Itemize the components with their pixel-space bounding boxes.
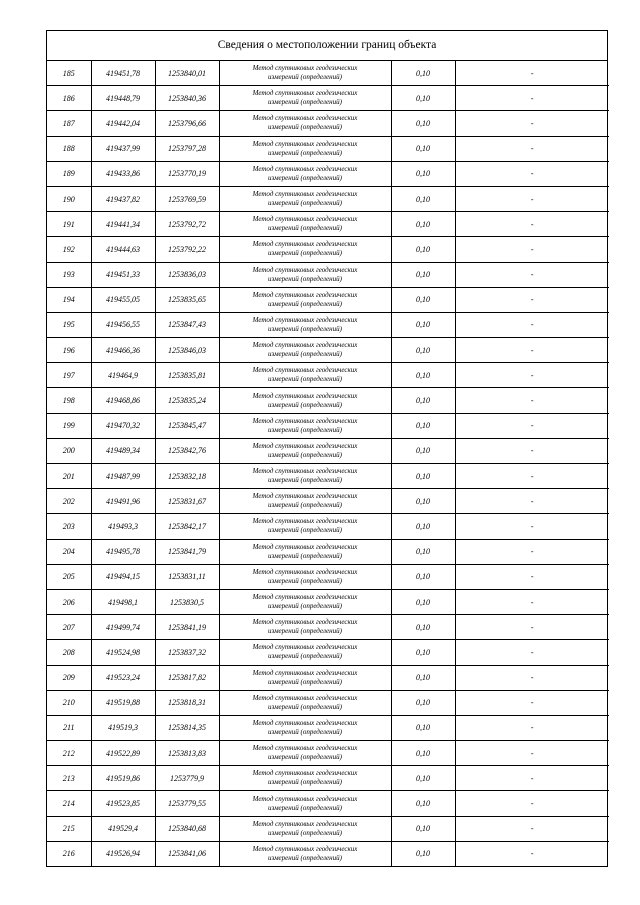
table-row (47, 640, 609, 665)
table-row (47, 161, 609, 186)
x-coordinate-cell: 419441,34 (91, 212, 155, 237)
precision-cell: 0,10 (391, 715, 455, 740)
point-number-cell: 204 (47, 539, 91, 564)
point-number-cell: 202 (47, 489, 91, 514)
y-coordinate-cell: 1253779,55 (155, 791, 219, 816)
method-line-2: измерений (определений) (268, 73, 342, 82)
description-cell: - (455, 186, 609, 211)
y-coordinate-cell: 1253841,19 (155, 615, 219, 640)
table-row (47, 690, 609, 715)
method-line-2: измерений (определений) (268, 803, 342, 812)
precision-cell: 0,10 (391, 413, 455, 438)
description-cell: - (455, 136, 609, 161)
table-row (47, 841, 609, 866)
precision-cell: 0,10 (391, 287, 455, 312)
method-line-2: измерений (определений) (268, 551, 342, 560)
x-coordinate-cell: 419523,85 (91, 791, 155, 816)
method-cell (219, 791, 391, 816)
point-number-cell: 188 (47, 136, 91, 161)
y-coordinate-cell: 1253841,79 (155, 539, 219, 564)
precision-cell: 0,10 (391, 741, 455, 766)
x-coordinate-cell: 419494,15 (91, 564, 155, 589)
description-cell: - (455, 615, 609, 640)
description-cell: - (455, 312, 609, 337)
method-line-2: измерений (определений) (268, 173, 342, 182)
method-line-2: измерений (определений) (268, 375, 342, 384)
method-line-1: Метод спутниковых геодезических (252, 769, 358, 778)
method-line-1: Метод спутниковых геодезических (252, 139, 358, 148)
y-coordinate-cell: 1253797,28 (155, 136, 219, 161)
table-row (47, 111, 609, 136)
precision-cell: 0,10 (391, 841, 455, 866)
point-number-cell: 186 (47, 86, 91, 111)
y-coordinate-cell: 1253796,66 (155, 111, 219, 136)
description-cell: - (455, 111, 609, 136)
method-line-2: измерений (определений) (268, 425, 342, 434)
x-coordinate-cell: 419487,99 (91, 464, 155, 489)
method-line-2: измерений (определений) (268, 450, 342, 459)
precision-cell: 0,10 (391, 514, 455, 539)
description-cell: - (455, 640, 609, 665)
table-row (47, 589, 609, 614)
method-line-2: измерений (определений) (268, 677, 342, 686)
method-line-1: Метод спутниковых геодезических (252, 114, 358, 123)
description-cell: - (455, 741, 609, 766)
precision-cell: 0,10 (391, 816, 455, 841)
point-number-cell: 185 (47, 61, 91, 86)
precision-cell: 0,10 (391, 640, 455, 665)
x-coordinate-cell: 419526,94 (91, 841, 155, 866)
method-cell (219, 262, 391, 287)
x-coordinate-cell: 419523,24 (91, 665, 155, 690)
table-row (47, 86, 609, 111)
method-cell (219, 61, 391, 86)
description-cell: - (455, 690, 609, 715)
point-number-cell: 210 (47, 690, 91, 715)
method-line-2: измерений (определений) (268, 123, 342, 132)
description-cell: - (455, 841, 609, 866)
table-row (47, 539, 609, 564)
method-line-1: Метод спутниковых геодезических (252, 467, 358, 476)
table-row (47, 237, 609, 262)
point-number-cell: 209 (47, 665, 91, 690)
description-cell: - (455, 715, 609, 740)
method-cell (219, 111, 391, 136)
precision-cell: 0,10 (391, 312, 455, 337)
precision-cell: 0,10 (391, 615, 455, 640)
x-coordinate-cell: 419519,86 (91, 766, 155, 791)
description-cell: - (455, 338, 609, 363)
description-cell: - (455, 413, 609, 438)
point-number-cell: 205 (47, 564, 91, 589)
x-coordinate-cell: 419448,79 (91, 86, 155, 111)
x-coordinate-cell: 419451,78 (91, 61, 155, 86)
precision-cell: 0,10 (391, 262, 455, 287)
method-line-1: Метод спутниковых геодезических (252, 693, 358, 702)
precision-cell: 0,10 (391, 438, 455, 463)
point-number-cell: 195 (47, 312, 91, 337)
y-coordinate-cell: 1253770,19 (155, 161, 219, 186)
point-number-cell: 212 (47, 741, 91, 766)
method-line-1: Метод спутниковых геодезических (252, 164, 358, 173)
table-row (47, 741, 609, 766)
method-line-2: измерений (определений) (268, 274, 342, 283)
y-coordinate-cell: 1253792,22 (155, 237, 219, 262)
point-number-cell: 190 (47, 186, 91, 211)
y-coordinate-cell: 1253818,31 (155, 690, 219, 715)
description-cell: - (455, 438, 609, 463)
method-line-1: Метод спутниковых геодезических (252, 668, 358, 677)
description-cell: - (455, 539, 609, 564)
method-line-2: измерений (определений) (268, 249, 342, 258)
description-cell: - (455, 791, 609, 816)
x-coordinate-cell: 419491,96 (91, 489, 155, 514)
method-cell (219, 86, 391, 111)
y-coordinate-cell: 1253830,5 (155, 589, 219, 614)
table-row (47, 791, 609, 816)
table-row (47, 489, 609, 514)
table-row (47, 312, 609, 337)
point-number-cell: 203 (47, 514, 91, 539)
y-coordinate-cell: 1253792,72 (155, 212, 219, 237)
y-coordinate-cell: 1253769,59 (155, 186, 219, 211)
y-coordinate-cell: 1253813,83 (155, 741, 219, 766)
precision-cell: 0,10 (391, 363, 455, 388)
method-line-2: измерений (определений) (268, 501, 342, 510)
table-row (47, 338, 609, 363)
point-number-cell: 193 (47, 262, 91, 287)
y-coordinate-cell: 1253835,24 (155, 388, 219, 413)
method-cell (219, 161, 391, 186)
description-cell: - (455, 589, 609, 614)
method-line-2: измерений (определений) (268, 778, 342, 787)
x-coordinate-cell: 419529,4 (91, 816, 155, 841)
method-line-2: измерений (определений) (268, 299, 342, 308)
y-coordinate-cell: 1253840,68 (155, 816, 219, 841)
precision-cell: 0,10 (391, 338, 455, 363)
y-coordinate-cell: 1253841,06 (155, 841, 219, 866)
y-coordinate-cell: 1253837,32 (155, 640, 219, 665)
method-line-2: измерений (определений) (268, 727, 342, 736)
method-cell (219, 338, 391, 363)
y-coordinate-cell: 1253835,65 (155, 287, 219, 312)
table-row (47, 715, 609, 740)
point-number-cell: 215 (47, 816, 91, 841)
point-number-cell: 196 (47, 338, 91, 363)
method-line-1: Метод спутниковых геодезических (252, 593, 358, 602)
point-number-cell: 208 (47, 640, 91, 665)
method-cell (219, 564, 391, 589)
x-coordinate-cell: 419489,34 (91, 438, 155, 463)
table-row (47, 816, 609, 841)
point-number-cell: 187 (47, 111, 91, 136)
table-row (47, 438, 609, 463)
method-line-1: Метод спутниковых геодезических (252, 190, 358, 199)
method-cell (219, 388, 391, 413)
description-cell: - (455, 564, 609, 589)
method-line-1: Метод спутниковых геодезических (252, 315, 358, 324)
table-row (47, 413, 609, 438)
table-title: Сведения о местоположении границ объекта (47, 31, 607, 61)
method-cell (219, 589, 391, 614)
point-number-cell: 206 (47, 589, 91, 614)
y-coordinate-cell: 1253842,76 (155, 438, 219, 463)
precision-cell: 0,10 (391, 791, 455, 816)
x-coordinate-cell: 419498,1 (91, 589, 155, 614)
y-coordinate-cell: 1253840,36 (155, 86, 219, 111)
method-line-1: Метод спутниковых геодезических (252, 215, 358, 224)
table-row (47, 615, 609, 640)
x-coordinate-cell: 419499,74 (91, 615, 155, 640)
document-sheet (46, 30, 608, 867)
method-line-1: Метод спутниковых геодезических (252, 265, 358, 274)
x-coordinate-cell: 419433,86 (91, 161, 155, 186)
method-cell (219, 715, 391, 740)
description-cell: - (455, 287, 609, 312)
description-cell: - (455, 816, 609, 841)
method-line-2: измерений (определений) (268, 98, 342, 107)
table-row (47, 61, 609, 86)
description-cell: - (455, 489, 609, 514)
method-line-2: измерений (определений) (268, 199, 342, 208)
y-coordinate-cell: 1253779,9 (155, 766, 219, 791)
method-line-1: Метод спутниковых геодезических (252, 240, 358, 249)
method-line-1: Метод спутниковых геодезических (252, 366, 358, 375)
method-cell (219, 363, 391, 388)
method-line-2: измерений (определений) (268, 652, 342, 661)
precision-cell: 0,10 (391, 464, 455, 489)
point-number-cell: 214 (47, 791, 91, 816)
method-cell (219, 287, 391, 312)
precision-cell: 0,10 (391, 564, 455, 589)
x-coordinate-cell: 419466,36 (91, 338, 155, 363)
x-coordinate-cell: 419437,82 (91, 186, 155, 211)
precision-cell: 0,10 (391, 589, 455, 614)
x-coordinate-cell: 419519,88 (91, 690, 155, 715)
point-number-cell: 201 (47, 464, 91, 489)
method-cell (219, 237, 391, 262)
method-line-1: Метод спутниковых геодезических (252, 89, 358, 98)
method-cell (219, 841, 391, 866)
method-line-2: измерений (определений) (268, 828, 342, 837)
description-cell: - (455, 262, 609, 287)
precision-cell: 0,10 (391, 237, 455, 262)
point-number-cell: 197 (47, 363, 91, 388)
method-line-1: Метод спутниковых геодезических (252, 64, 358, 73)
point-number-cell: 213 (47, 766, 91, 791)
method-line-1: Метод спутниковых геодезических (252, 290, 358, 299)
method-line-1: Метод спутниковых геодезических (252, 643, 358, 652)
method-cell (219, 413, 391, 438)
method-line-1: Метод спутниковых геодезических (252, 416, 358, 425)
precision-cell: 0,10 (391, 86, 455, 111)
method-line-1: Метод спутниковых геодезических (252, 542, 358, 551)
method-line-1: Метод спутниковых геодезических (252, 794, 358, 803)
method-line-1: Метод спутниковых геодезических (252, 517, 358, 526)
table-row (47, 186, 609, 211)
y-coordinate-cell: 1253836,03 (155, 262, 219, 287)
method-line-2: измерений (определений) (268, 753, 342, 762)
description-cell: - (455, 86, 609, 111)
precision-cell: 0,10 (391, 690, 455, 715)
method-line-1: Метод спутниковых геодезических (252, 618, 358, 627)
x-coordinate-cell: 419468,86 (91, 388, 155, 413)
table-row (47, 464, 609, 489)
table-row (47, 363, 609, 388)
y-coordinate-cell: 1253845,47 (155, 413, 219, 438)
precision-cell: 0,10 (391, 212, 455, 237)
precision-cell: 0,10 (391, 489, 455, 514)
point-number-cell: 211 (47, 715, 91, 740)
point-number-cell: 199 (47, 413, 91, 438)
x-coordinate-cell: 419522,89 (91, 741, 155, 766)
y-coordinate-cell: 1253842,17 (155, 514, 219, 539)
x-coordinate-cell: 419455,05 (91, 287, 155, 312)
description-cell: - (455, 514, 609, 539)
description-cell: - (455, 212, 609, 237)
x-coordinate-cell: 419444,63 (91, 237, 155, 262)
y-coordinate-cell: 1253847,43 (155, 312, 219, 337)
boundary-points-table (47, 61, 609, 866)
method-line-2: измерений (определений) (268, 576, 342, 585)
method-line-2: измерений (определений) (268, 853, 342, 862)
y-coordinate-cell: 1253831,67 (155, 489, 219, 514)
y-coordinate-cell: 1253846,03 (155, 338, 219, 363)
table-row (47, 212, 609, 237)
description-cell: - (455, 388, 609, 413)
method-cell (219, 212, 391, 237)
method-cell (219, 640, 391, 665)
table-row (47, 665, 609, 690)
method-line-2: измерений (определений) (268, 702, 342, 711)
point-number-cell: 191 (47, 212, 91, 237)
x-coordinate-cell: 419464,9 (91, 363, 155, 388)
point-number-cell: 216 (47, 841, 91, 866)
method-line-2: измерений (определений) (268, 350, 342, 359)
description-cell: - (455, 237, 609, 262)
y-coordinate-cell: 1253832,18 (155, 464, 219, 489)
method-line-1: Метод спутниковых геодезических (252, 819, 358, 828)
table-row (47, 136, 609, 161)
y-coordinate-cell: 1253817,82 (155, 665, 219, 690)
method-line-1: Метод спутниковых геодезических (252, 567, 358, 576)
table-row (47, 564, 609, 589)
method-line-1: Метод спутниковых геодезических (252, 341, 358, 350)
precision-cell: 0,10 (391, 186, 455, 211)
point-number-cell: 192 (47, 237, 91, 262)
precision-cell: 0,10 (391, 136, 455, 161)
method-cell (219, 186, 391, 211)
x-coordinate-cell: 419456,55 (91, 312, 155, 337)
method-line-1: Метод спутниковых геодезических (252, 844, 358, 853)
method-line-2: измерений (определений) (268, 602, 342, 611)
method-line-1: Метод спутниковых геодезических (252, 718, 358, 727)
method-line-2: измерений (определений) (268, 627, 342, 636)
method-cell (219, 312, 391, 337)
method-line-2: измерений (определений) (268, 476, 342, 485)
y-coordinate-cell: 1253835,81 (155, 363, 219, 388)
description-cell: - (455, 766, 609, 791)
method-line-1: Метод спутниковых геодезических (252, 492, 358, 501)
table-row (47, 766, 609, 791)
method-cell (219, 514, 391, 539)
point-number-cell: 194 (47, 287, 91, 312)
precision-cell: 0,10 (391, 766, 455, 791)
method-cell (219, 136, 391, 161)
table-body (47, 61, 609, 866)
method-cell (219, 690, 391, 715)
method-cell (219, 816, 391, 841)
description-cell: - (455, 665, 609, 690)
x-coordinate-cell: 419495,78 (91, 539, 155, 564)
table-row (47, 262, 609, 287)
y-coordinate-cell: 1253840,01 (155, 61, 219, 86)
method-cell (219, 741, 391, 766)
x-coordinate-cell: 419524,98 (91, 640, 155, 665)
method-line-1: Метод спутниковых геодезических (252, 441, 358, 450)
x-coordinate-cell: 419470,32 (91, 413, 155, 438)
y-coordinate-cell: 1253814,35 (155, 715, 219, 740)
description-cell: - (455, 464, 609, 489)
description-cell: - (455, 61, 609, 86)
method-line-2: измерений (определений) (268, 224, 342, 233)
description-cell: - (455, 363, 609, 388)
table-row (47, 388, 609, 413)
description-cell: - (455, 161, 609, 186)
precision-cell: 0,10 (391, 539, 455, 564)
point-number-cell: 198 (47, 388, 91, 413)
method-line-2: измерений (определений) (268, 324, 342, 333)
precision-cell: 0,10 (391, 111, 455, 136)
method-line-1: Метод спутниковых геодезических (252, 744, 358, 753)
precision-cell: 0,10 (391, 665, 455, 690)
x-coordinate-cell: 419493,3 (91, 514, 155, 539)
method-line-2: измерений (определений) (268, 400, 342, 409)
method-cell (219, 438, 391, 463)
method-line-1: Метод спутниковых геодезических (252, 391, 358, 400)
precision-cell: 0,10 (391, 388, 455, 413)
precision-cell: 0,10 (391, 161, 455, 186)
x-coordinate-cell: 419519,3 (91, 715, 155, 740)
method-cell (219, 539, 391, 564)
method-line-2: измерений (определений) (268, 148, 342, 157)
point-number-cell: 207 (47, 615, 91, 640)
precision-cell: 0,10 (391, 61, 455, 86)
x-coordinate-cell: 419437,99 (91, 136, 155, 161)
method-line-2: измерений (определений) (268, 526, 342, 535)
y-coordinate-cell: 1253831,11 (155, 564, 219, 589)
method-cell (219, 615, 391, 640)
method-cell (219, 766, 391, 791)
method-cell (219, 489, 391, 514)
point-number-cell: 189 (47, 161, 91, 186)
point-number-cell: 200 (47, 438, 91, 463)
x-coordinate-cell: 419442,04 (91, 111, 155, 136)
x-coordinate-cell: 419451,33 (91, 262, 155, 287)
table-row (47, 514, 609, 539)
method-cell (219, 464, 391, 489)
method-cell (219, 665, 391, 690)
table-row (47, 287, 609, 312)
